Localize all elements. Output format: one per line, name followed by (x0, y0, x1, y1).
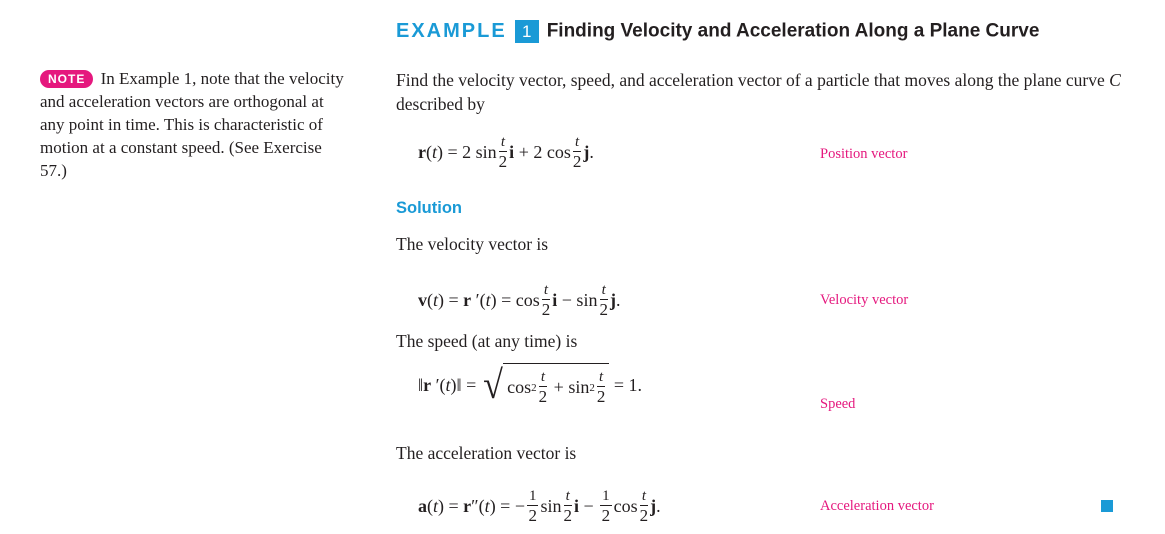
position-equation: r ( t ) = 2 sin $\frac{t}{2}$ i + 2 cos $\frac{t}{2}$ j . (418, 133, 594, 171)
acceleration-label: Acceleration vector (820, 498, 934, 514)
example-number-badge: 1 (515, 20, 539, 43)
intro-text-a: Find the velocity vector, speed, and acceleration vector of a particle that moves along the plane curve (396, 70, 1110, 90)
note-badge: NOTE (40, 70, 93, 88)
example-word: EXAMPLE (396, 20, 507, 42)
note-text: In Example 1, note that the velocity and acceleration vectors are orthogonal at any point in time. This is characteristic of motion at a constant speed. (See Exercise 57.) (40, 69, 344, 180)
speed-label: Speed (820, 396, 856, 412)
velocity-intro: The velocity vector is (396, 234, 549, 254)
curve-name: C (1109, 70, 1121, 90)
velocity-label: Velocity vector (820, 292, 909, 308)
intro-text-b: described by (396, 94, 485, 114)
end-of-example-marker (1101, 500, 1113, 512)
acceleration-equation: a ( t ) = r ″( t ) = − $\frac{1}{2}$ sin $\frac{t}{2}$ i − $\frac{1}{2}$ cos $\frac{t}{2}$ j . (418, 487, 661, 525)
solution-heading: Solution (396, 199, 462, 217)
speed-intro: The speed (at any time) is (396, 331, 578, 351)
margin-note (40, 67, 352, 182)
speed-equation: ‖ r ′( t )‖ = √ cos 2 $\frac{t}{2}$ + sin 2 $\frac{t}{2}$ = 1. (418, 362, 642, 407)
square-root-symbol: √ cos 2 $\frac{t}{2}$ + sin 2 $\frac{t}{2}$ (482, 363, 609, 407)
acceleration-intro: The acceleration vector is (396, 443, 577, 463)
position-label: Position vector (820, 146, 908, 162)
intro-paragraph (396, 68, 1126, 116)
example-heading (396, 20, 1039, 43)
example-title: Finding Velocity and Acceleration Along a Plane Curve (546, 20, 1040, 42)
velocity-equation: v ( t ) = r ′( t ) = cos $\frac{t}{2}$ i − sin $\frac{t}{2}$ j . (418, 281, 621, 319)
